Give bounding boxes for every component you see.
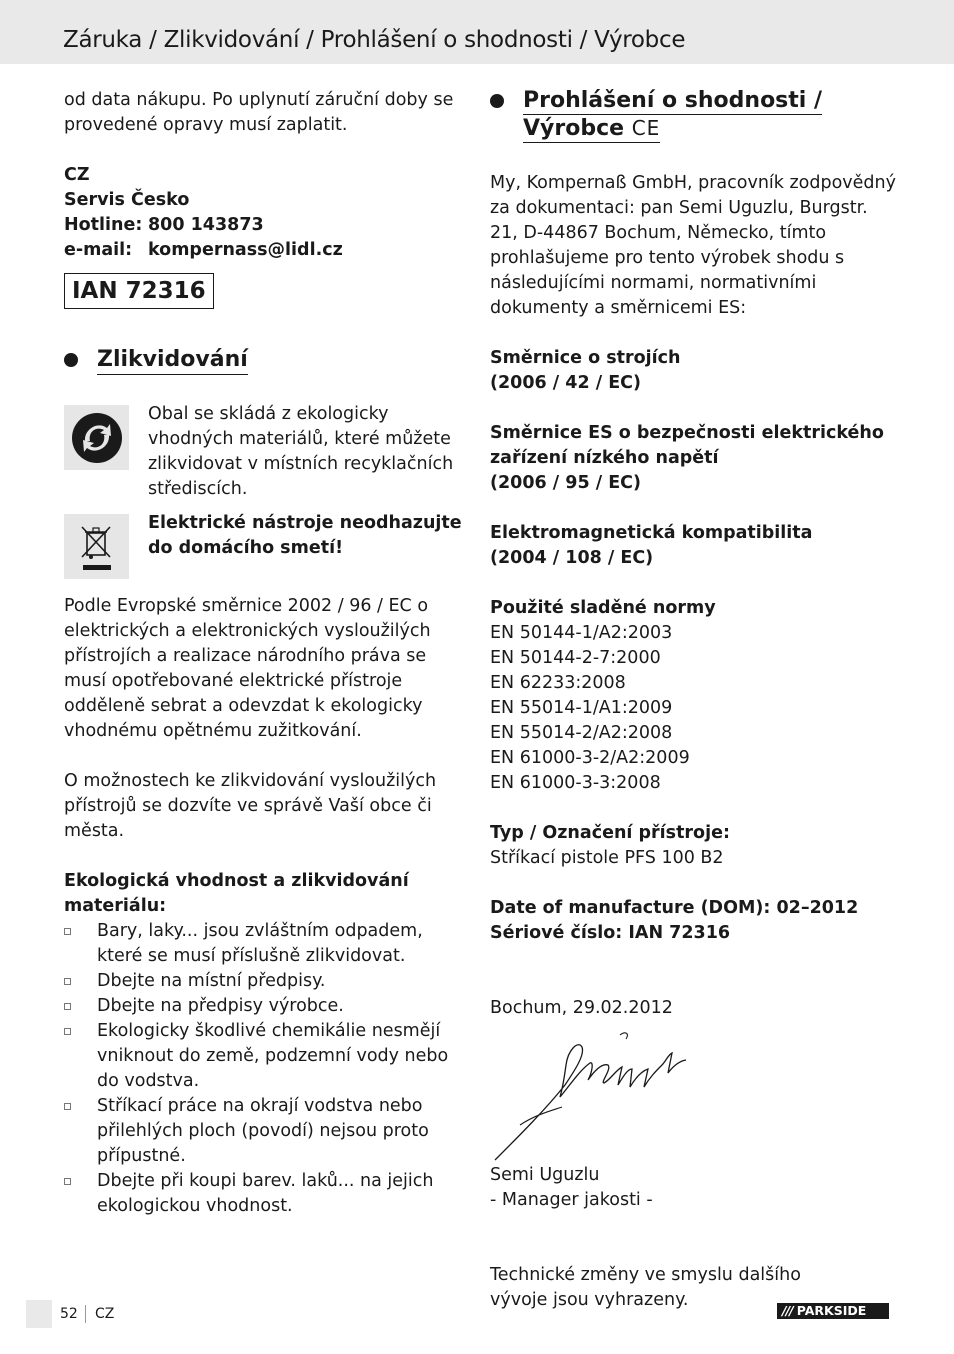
checkbox-bullet-icon bbox=[64, 1103, 71, 1110]
type-block bbox=[490, 821, 900, 871]
type-heading: Typ / Označení přístroje: bbox=[490, 823, 730, 843]
checkbox-bullet-icon bbox=[64, 978, 71, 985]
recycling-icon bbox=[64, 405, 129, 470]
footer-marker bbox=[26, 1300, 52, 1328]
checkbox-bullet-icon bbox=[64, 1178, 71, 1185]
list-item: Bary, laky... jsou zvláštním odpadem, které se musí příslušně zlikvidovat. bbox=[64, 919, 464, 969]
standard-item: EN 50144-2-7:2000 bbox=[490, 648, 661, 668]
intro-text: od data nákupu. Po uplynutí záruční doby se provedené opravy musí zaplatit. bbox=[64, 90, 454, 135]
checkbox-bullet-icon bbox=[64, 1003, 71, 1010]
logo-stripes: /// bbox=[782, 1303, 793, 1318]
standard-item: EN 50144-1/A2:2003 bbox=[490, 623, 673, 643]
page-title: Záruka / Zlikvidování / Prohlášení o shodnosti / Výrobce bbox=[63, 27, 686, 53]
directive-machinery: Směrnice o strojích (2006 / 42 / EC) bbox=[490, 348, 681, 393]
packaging-row bbox=[64, 405, 464, 502]
ian-box: IAN 72316 bbox=[64, 273, 214, 309]
right-column bbox=[490, 88, 900, 1313]
page-header bbox=[0, 0, 954, 64]
weee-warning: Elektrické nástroje neodhazujte do domácího smetí! bbox=[148, 513, 462, 558]
technical-note: Technické změny ve smyslu dalšího vývoje jsou vyhrazeny. bbox=[490, 1265, 801, 1310]
directive-emc: Elektromagnetická kompatibilita (2004 / 108 / EC) bbox=[490, 523, 813, 568]
serial-number: Sériové číslo: IAN 72316 bbox=[490, 923, 731, 943]
disposal-heading bbox=[64, 347, 464, 375]
list-item: Stříkací práce na okrají vodstva nebo přilehlých ploch (povodí) nejsou proto přípustné. bbox=[64, 1094, 464, 1169]
standards-block bbox=[490, 596, 900, 796]
manufacture-block bbox=[490, 896, 900, 946]
declaration-text: My, Kompernaß GmbH, pracovník zodpovědný za dokumentaci: pan Semi Uguzlu, Burgstr. 21, D-44867 Bochum, Německo, tímto prohlašujeme pro tento výrobek shodu s následujícími normami, normativními dokumenty a směrnicemi ES: bbox=[490, 173, 896, 318]
left-column bbox=[64, 88, 464, 1219]
hotline-row bbox=[64, 213, 464, 238]
list-item: Dbejte při koupi barev. laků... na jejich ekologickou vhodnost. bbox=[64, 1169, 464, 1219]
checkbox-bullet-icon bbox=[64, 928, 71, 935]
disposal-heading-text: Zlikvidování bbox=[97, 347, 248, 375]
type-value: Stříkací pistole PFS 100 B2 bbox=[490, 848, 724, 868]
hotline-label: Hotline: bbox=[64, 215, 143, 235]
checkbox-bullet-icon bbox=[64, 1028, 71, 1035]
hotline-value: 800 143873 bbox=[148, 215, 264, 235]
disposal-paragraph-1: Podle Evropské směrnice 2002 / 96 / EC o elektrických a elektronických vysloužilých přístrojích a realizace národního práva se musí opotřebované elektrické přístroje odděleně sebrat a odevzdat k ekologicky vhodnému opětnému zužitkování. bbox=[64, 596, 431, 741]
ce-mark-icon: CE bbox=[631, 116, 661, 140]
parkside-logo bbox=[777, 1303, 889, 1319]
service-name: Servis Česko bbox=[64, 190, 190, 210]
signature-image bbox=[490, 1023, 900, 1133]
standard-item: EN 61000-3-3:2008 bbox=[490, 773, 661, 793]
signer-role: - Manager jakosti - bbox=[490, 1190, 653, 1210]
place-date: Bochum, 29.02.2012 bbox=[490, 998, 673, 1018]
service-block bbox=[64, 163, 464, 263]
directive-low-voltage: Směrnice ES o bezpečnosti elektrického zařízení nízkého napětí (2006 / 95 / EC) bbox=[490, 423, 884, 493]
crossed-bin-icon bbox=[64, 514, 129, 579]
footer-language: CZ bbox=[95, 1306, 115, 1322]
date-of-manufacture: Date of manufacture (DOM): 02–2012 bbox=[490, 898, 859, 918]
eco-list bbox=[64, 919, 464, 1219]
standard-item: EN 55014-2/A2:2008 bbox=[490, 723, 673, 743]
standard-item: EN 55014-1/A1:2009 bbox=[490, 698, 673, 718]
list-item: Dbejte na místní předpisy. bbox=[64, 969, 464, 994]
standard-item: EN 61000-3-2/A2:2009 bbox=[490, 748, 690, 768]
declaration-heading-line1: Prohlášení o shodnosti / bbox=[523, 88, 823, 113]
page-number: 52 bbox=[60, 1306, 78, 1322]
email-label: e-mail: bbox=[64, 240, 133, 260]
disposal-paragraph-2: O možnostech ke zlikvidování vysloužilých přístrojů se dozvíte ve správě Vaší obce či města. bbox=[64, 771, 437, 841]
bullet-dot bbox=[64, 353, 78, 367]
weee-row bbox=[64, 514, 464, 579]
declaration-heading bbox=[490, 88, 900, 143]
list-item: Ekologicky škodlivé chemikálie nesmějí vniknout do země, podzemní vody nebo do vodstva. bbox=[64, 1019, 464, 1094]
declaration-heading-line2: Výrobce CE bbox=[523, 116, 661, 141]
packaging-text: Obal se skládá z ekologicky vhodných materiálů, které můžete zlikvidovat v místních recyklačních střediscích. bbox=[148, 404, 454, 499]
email-row bbox=[64, 238, 464, 263]
signer-name: Semi Uguzlu bbox=[490, 1165, 600, 1185]
logo-text: PARKSIDE bbox=[796, 1303, 867, 1318]
service-country: CZ bbox=[64, 165, 90, 185]
standard-item: EN 62233:2008 bbox=[490, 673, 626, 693]
eco-heading: Ekologická vhodnost a zlikvidování materiálu: bbox=[64, 871, 409, 916]
list-item: Dbejte na předpisy výrobce. bbox=[64, 994, 464, 1019]
email-value: kompernass@lidl.cz bbox=[148, 240, 343, 260]
bullet-dot bbox=[490, 94, 504, 108]
footer-divider bbox=[85, 1305, 86, 1323]
standards-heading: Použité sladěné normy bbox=[490, 598, 716, 618]
